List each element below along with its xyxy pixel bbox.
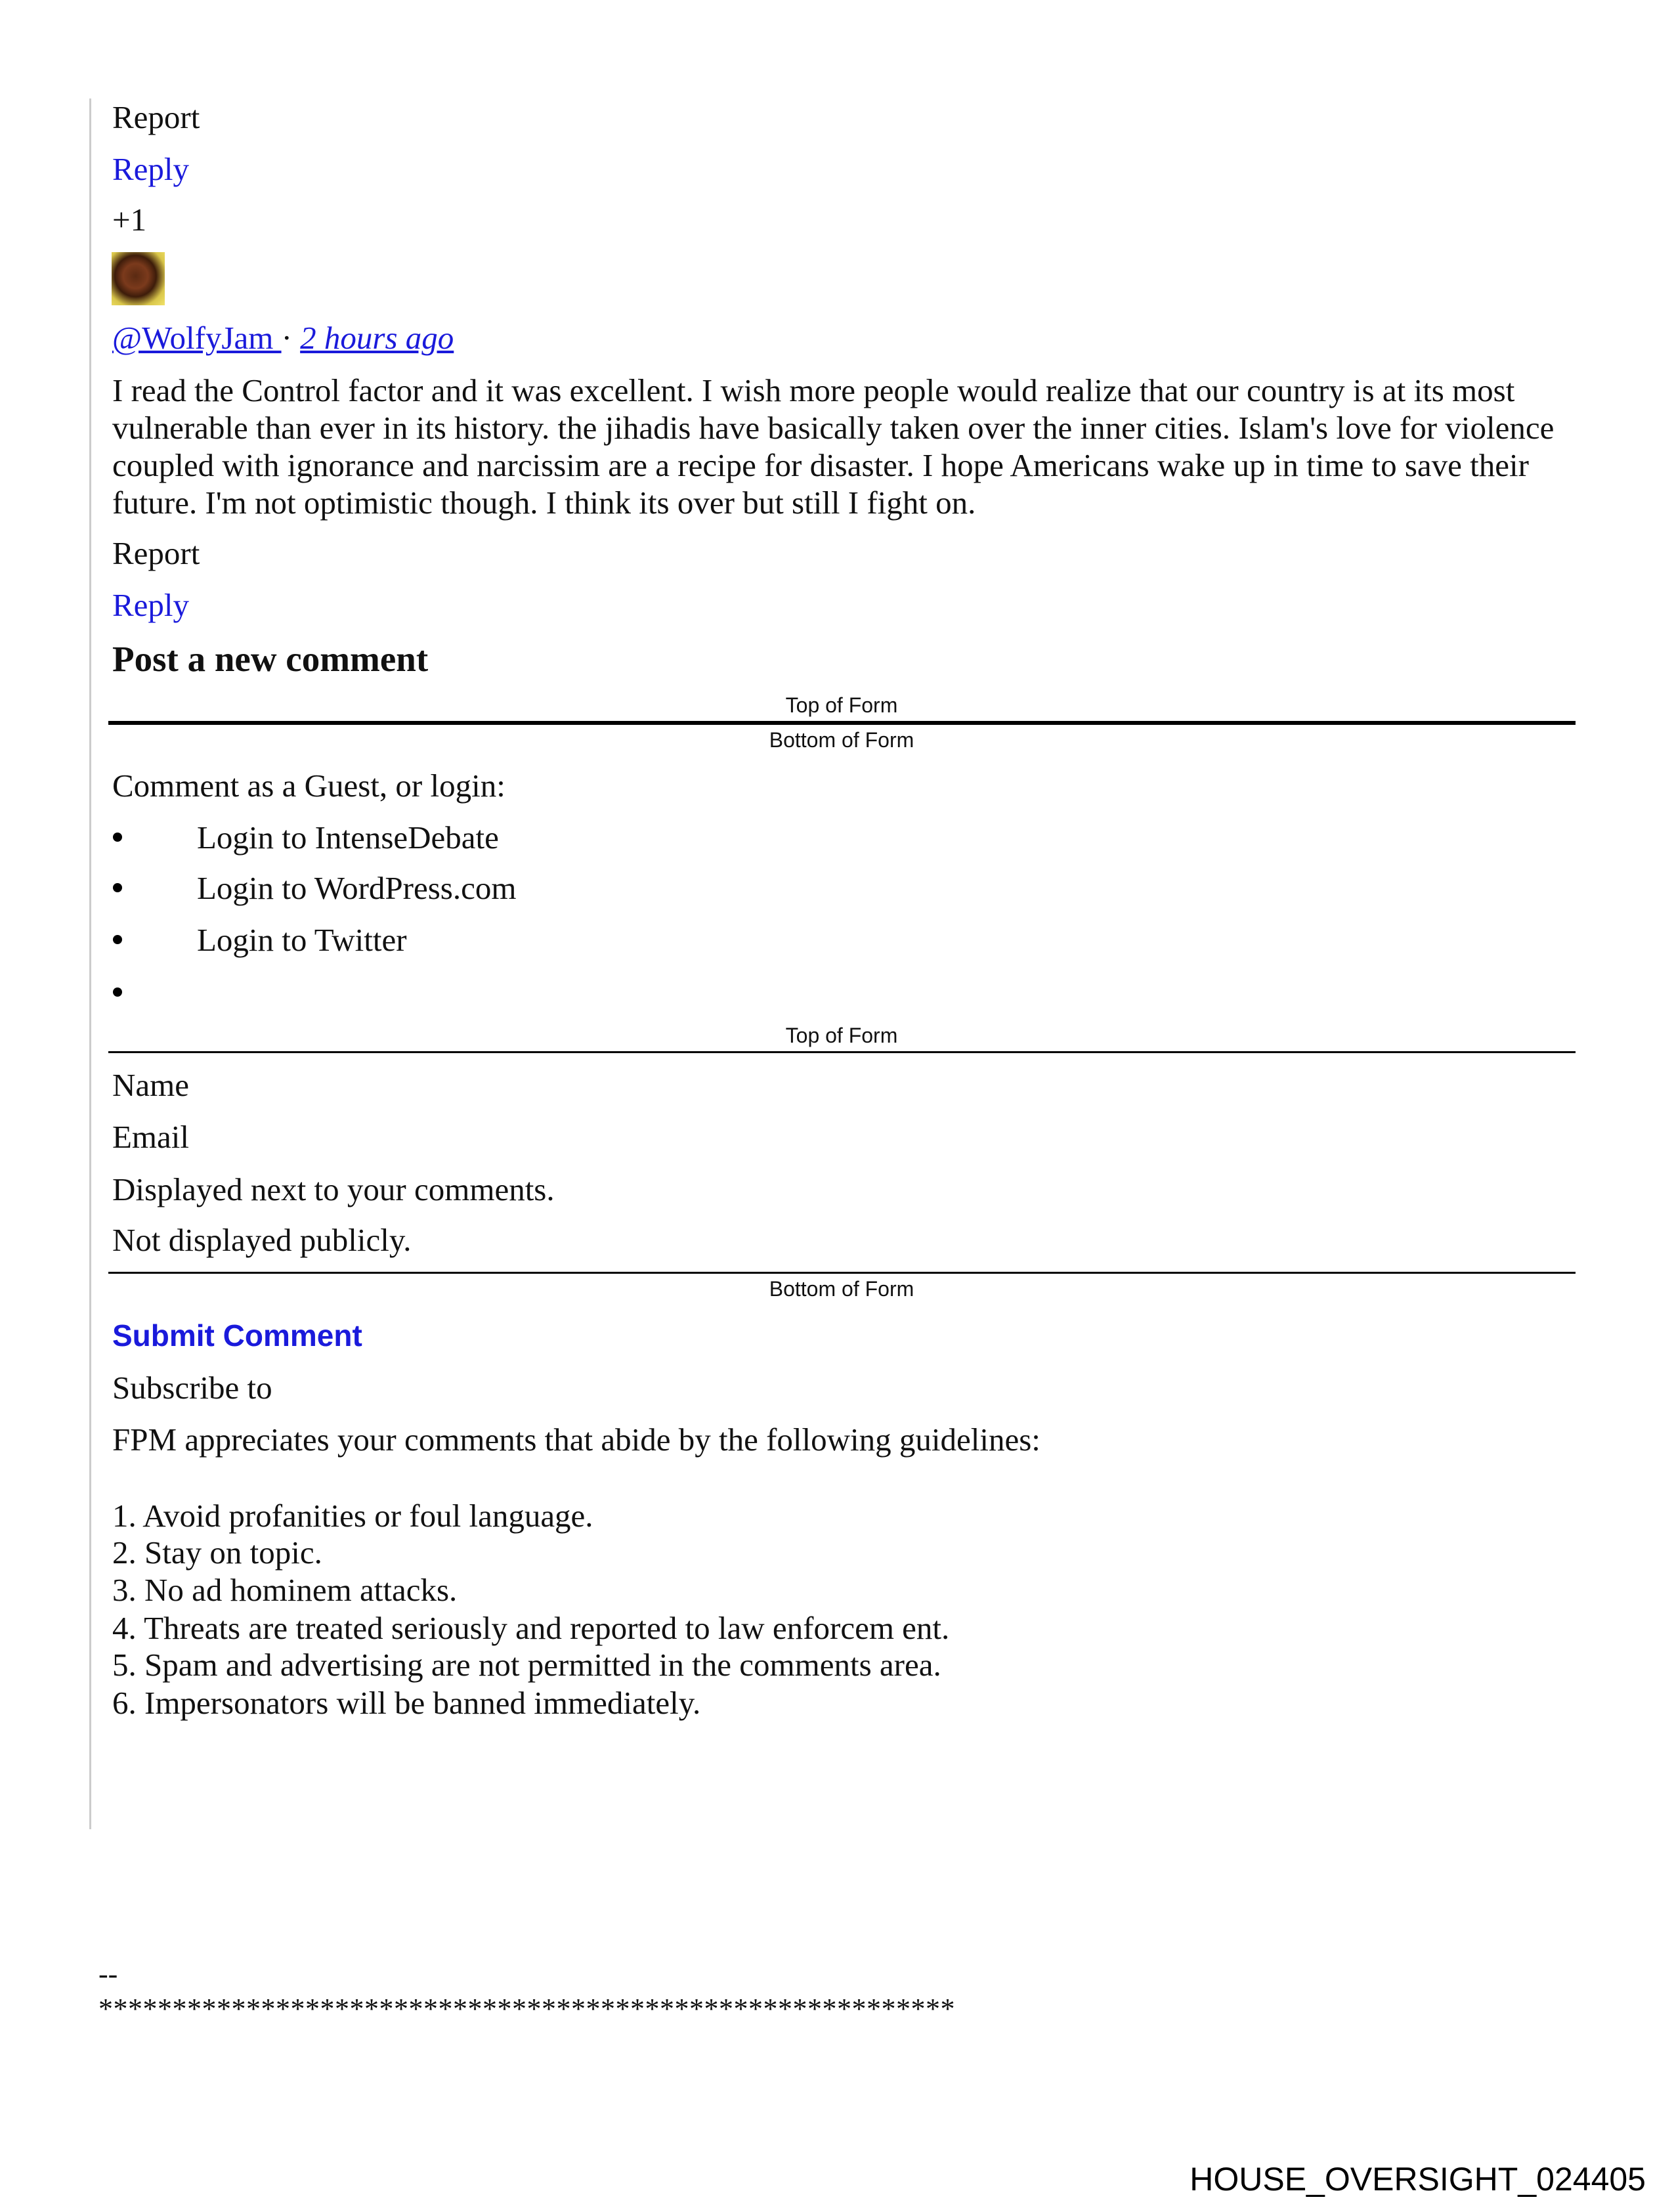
guideline-item: 1. Avoid profanities or foul language. xyxy=(112,1498,593,1534)
guideline-item: 2. Stay on topic. xyxy=(112,1534,322,1571)
report-link[interactable]: Report xyxy=(112,99,200,135)
comment-thread-border xyxy=(89,98,91,1829)
bullet xyxy=(113,833,122,842)
comment-text: I read the Control factor and it was excellent. I wish more people would realize that our country is at its most vulnerable than ever in its history. the jihadis have basically taken over the inner cities. Islam's love for violence coupled with ignorance and narcissim are a recipe for disaster. I hope Americans wake up in time to save their future. I'm not optimistic though. I think its over but still I fight on. xyxy=(112,372,1555,521)
comment-as-label: Comment as a Guest, or login: xyxy=(112,768,505,804)
reply-link[interactable]: Reply xyxy=(112,587,190,623)
login-twitter[interactable]: Login to Twitter xyxy=(197,922,407,958)
reply-link[interactable]: Reply xyxy=(112,151,190,187)
name-hint: Displayed next to your comments. xyxy=(112,1171,555,1207)
guideline-item: 5. Spam and advertising are not permitted in the comments area. xyxy=(112,1647,941,1683)
login-wordpress[interactable]: Login to WordPress.com xyxy=(197,870,517,906)
bottom-of-form: Bottom of Form xyxy=(769,728,914,752)
guideline-item: 3. No ad hominem attacks. xyxy=(112,1572,458,1608)
guidelines-intro: FPM appreciates your comments that abide by the following guidelines: xyxy=(112,1421,1041,1458)
bullet xyxy=(113,987,122,997)
bates-number: HOUSE_OVERSIGHT_024405 xyxy=(1190,2161,1646,2198)
user-avatar[interactable] xyxy=(112,252,165,305)
vote-count: +1 xyxy=(112,202,147,238)
form-divider xyxy=(108,1272,1576,1274)
bottom-of-form: Bottom of Form xyxy=(769,1277,914,1301)
post-comment-heading: Post a new comment xyxy=(112,639,429,679)
email-hint: Not displayed publicly. xyxy=(112,1222,412,1258)
guideline-item: 4. Threats are treated seriously and reported to law enforcem ent. xyxy=(112,1610,950,1646)
bullet xyxy=(113,935,122,944)
login-intensedebate[interactable]: Login to IntenseDebate xyxy=(197,819,499,856)
timestamp-link[interactable]: 2 hours ago xyxy=(300,320,454,356)
subscribe-label: Subscribe to xyxy=(112,1370,272,1406)
email-label: Email xyxy=(112,1119,190,1155)
report-link[interactable]: Report xyxy=(112,535,200,571)
form-divider xyxy=(108,721,1576,725)
name-label: Name xyxy=(112,1067,189,1103)
asterisk-separator: ********************************************************** xyxy=(98,1993,955,2025)
submit-comment-button[interactable]: Submit Comment xyxy=(112,1318,362,1353)
top-of-form: Top of Form xyxy=(785,1024,898,1047)
author-link[interactable]: @WolfyJam xyxy=(112,320,282,356)
separator: · xyxy=(281,320,292,356)
signature-dashes: -- xyxy=(98,1958,118,1990)
top-of-form: Top of Form xyxy=(785,693,898,717)
guideline-item: 6. Impersonators will be banned immediately. xyxy=(112,1685,701,1721)
bullet xyxy=(113,883,122,892)
form-divider xyxy=(108,1051,1576,1053)
